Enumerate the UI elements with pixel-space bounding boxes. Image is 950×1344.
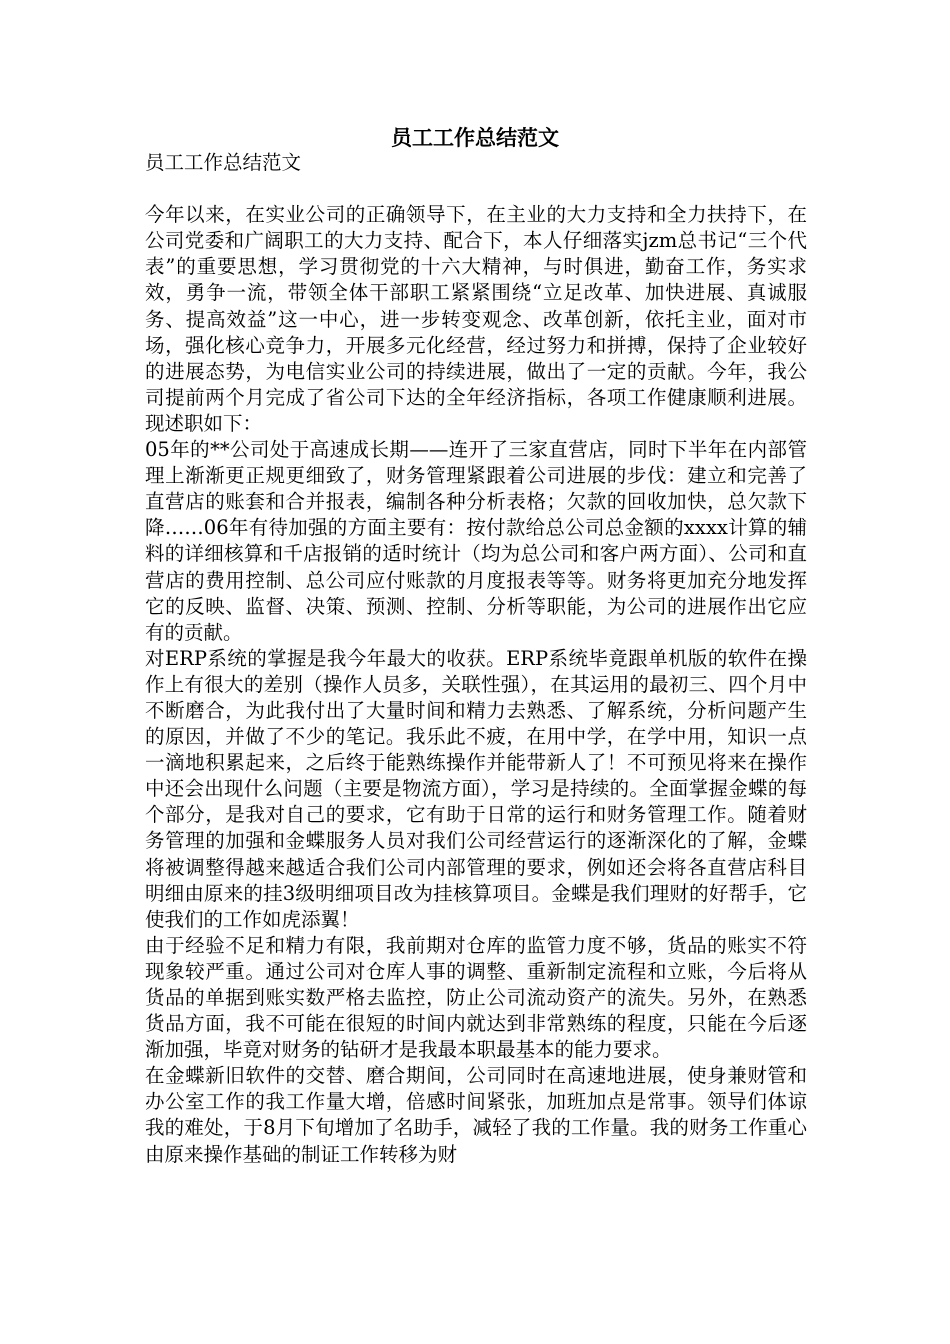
- paragraph-warehouse: 由于经验不足和精力有限，我前期对仓库的监管力度不够，货品的账实不符现象较严重。通过公司对仓库人事的调整、重新制定流程和立账，今后将从货品的单据到账实数严格去监控，防止公司流动资产的流失。另外，在熟悉货品方面，我不可能在很短的时间内就达到非常熟练的程度，只能在今后逐渐加强，毕竟对财务的钻研才是我最本职最基本的能力要求。: [145, 933, 807, 1062]
- document-subtitle: 员工工作总结范文: [145, 151, 302, 174]
- paragraph-workload: 在金蝶新旧软件的交替、磨合期间，公司同时在高速地进展，使身兼财管和办公室工作的我工作量大增，倍感时间紧张，加班加点是常事。领导们体谅我的难处，于8月下旬增加了名助手，减轻了我的工作量。我的财务工作重心由原来操作基础的制证工作转移为财: [145, 1064, 807, 1166]
- document-body: [145, 150, 807, 1168]
- blank-line: [145, 176, 807, 202]
- document-title: 员工工作总结范文: [391, 125, 559, 150]
- paragraph-finance-2005: 05年的**公司处于高速成长期——连开了三家直营店，同时下半年在内部管理上渐渐更正规更细致了，财务管理紧跟着公司进展的步伐：建立和完善了直营店的账套和合并报表，编制各种分析表格；欠款的回收加快，总欠款下降……06年有待加强的方面主要有：按付款给总公司总金额的xxxx计算的辅料的详细核算和千店报销的适时统计（均为总公司和客户两方面）、公司和直营店的费用控制、总公司应付账款的月度报表等等。财务将更加充分地发挥它的反映、监督、决策、预测、控制、分析等职能，为公司的进展作出它应有的贡献。: [145, 438, 807, 644]
- paragraph-intro: 今年以来，在实业公司的正确领导下，在主业的大力支持和全力扶持下，在公司党委和广阔职工的大力支持、配合下，本人仔细落实jzm总书记“三个代表”的重要思想，学习贯彻党的十六大精神，与时俱进，勤奋工作，务实求效，勇争一流，带领全体干部职工紧紧围绕“立足改革、加快进展、真诚服务、提高效益”这一中心，进一步转变观念、改革创新，依托主业，面对市场，强化核心竞争力，开展多元化经营，经过努力和拼搏，保持了企业较好的进展态势，为电信实业公司的持续进展，做出了一定的贡献。今年，我公司提前两个月完成了省公司下达的全年经济指标，各项工作健康顺利进展。现述职如下：: [145, 203, 807, 435]
- paragraph-erp-system: 对ERP系统的掌握是我今年最大的收获。ERP系统毕竟跟单机版的软件在操作上有很大的差别（操作人员多，关联性强），在其运用的最初三、四个月中不断磨合，为此我付出了大量时间和精力去熟悉、了解系统，分析问题产生的原因，并做了不少的笔记。我乐此不疲，在用中学，在学中用，知识一点一滴地积累起来，之后终于能熟练操作并能带新人了！不可预见将来在操作中还会出现什么问题（主要是物流方面），学习是持续的。全面掌握金蝶的每个部分，是我对自己的要求，它有助于日常的运行和财务管理工作。随着财务管理的加强和金蝶服务人员对我们公司经营运行的逐渐深化的了解，金蝶将被调整得越来越适合我们公司内部管理的要求，例如还会将各直营店科目明细由原来的挂3级明细项目改为挂核算项目。金蝶是我们理财的好帮手，它使我们的工作如虎添翼！: [145, 646, 807, 931]
